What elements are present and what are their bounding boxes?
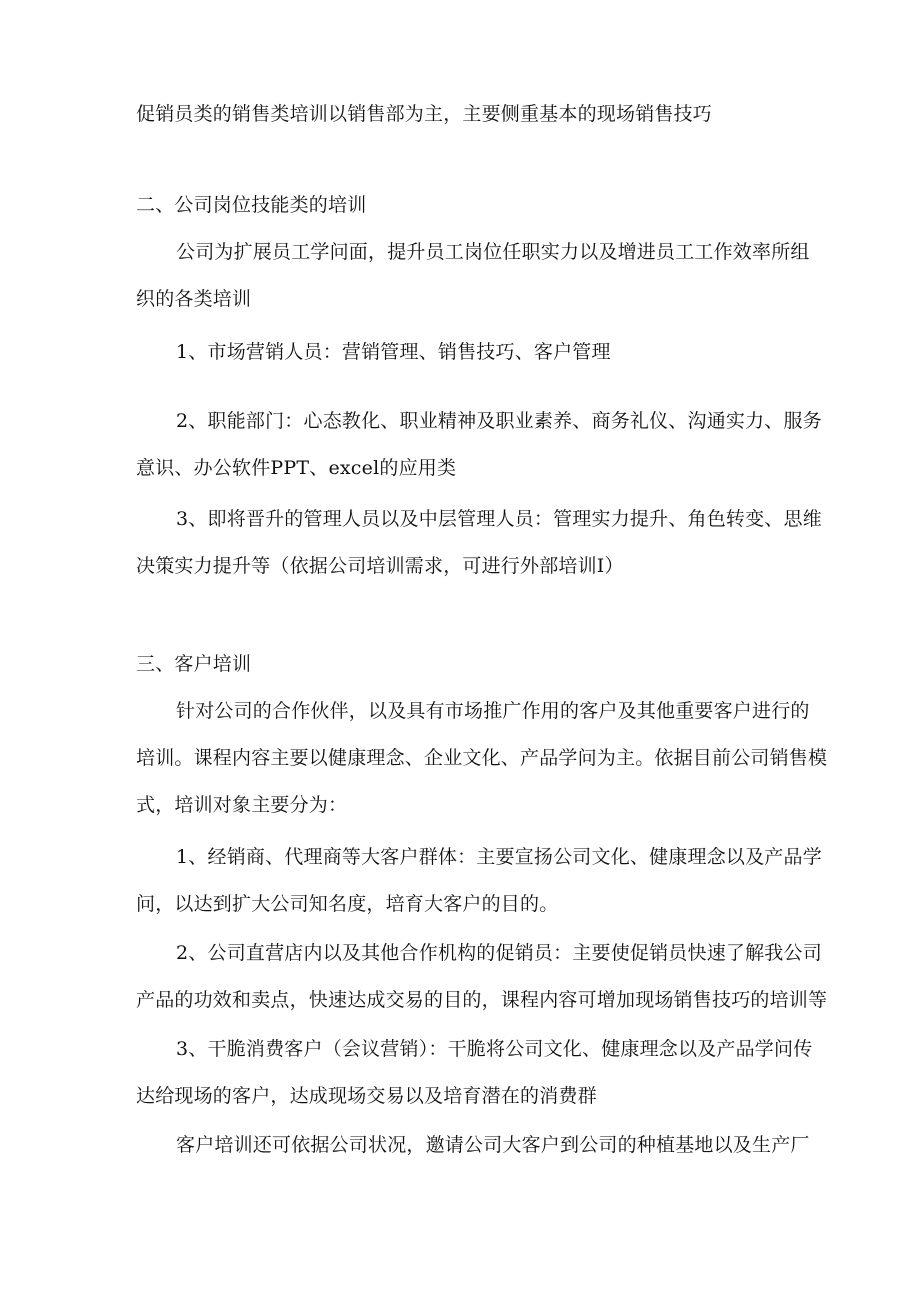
paragraph-line: 针对公司的合作伙伴，以及具有市场推广作用的客户及其他重要客户进行的 xyxy=(176,700,810,722)
list-item: 2、职能部门：心态教化、职业精神及职业素养、商务礼仪、沟通实力、服务 xyxy=(176,410,822,432)
list-item: 1、市场营销人员：营销管理、销售技巧、客户管理 xyxy=(176,341,611,363)
paragraph-line: 产品的功效和卖点，快速达成交易的目的，课程内容可增加现场销售技巧的培训等 xyxy=(136,989,828,1011)
list-item: 3、干脆消费客户（会议营销）：干脆将公司文化、健康理念以及产品学问传 xyxy=(176,1038,813,1060)
section-heading: 二、公司岗位技能类的培训 xyxy=(136,194,367,216)
paragraph-line: 客户培训还可依据公司状况，邀请公司大客户到公司的种植基地以及生产厂 xyxy=(176,1134,810,1156)
paragraph-line: 问，以达到扩大公司知名度，培育大客户的目的。 xyxy=(136,893,559,915)
paragraph-line: 培训。课程内容主要以健康理念、企业文化、产品学问为主。依据目前公司销售模 xyxy=(136,747,828,769)
list-item: 3、即将晋升的管理人员以及中层管理人员：管理实力提升、角色转变、思维 xyxy=(176,508,822,530)
paragraph-line: 决策实力提升等（依据公司培训需求，可进行外部培训I） xyxy=(136,555,624,577)
section-heading: 三、客户培训 xyxy=(136,653,252,675)
paragraph-line: 式，培训对象主要分为： xyxy=(136,794,348,816)
list-item: 2、公司直营店内以及其他合作机构的促销员：主要使促销员快速了解我公司 xyxy=(176,942,822,964)
paragraph-line: 意识、办公软件PPT、excel的应用类 xyxy=(136,457,457,479)
paragraph-line: 达给现场的客户，达成现场交易以及培育潜在的消费群 xyxy=(136,1085,597,1107)
list-item: 1、经销商、代理商等大客户群体：主要宣扬公司文化、健康理念以及产品学 xyxy=(176,846,822,868)
paragraph-line: 织的各类培训 xyxy=(136,288,252,310)
paragraph-line: 促销员类的销售类培训以销售部为主，主要侧重基本的现场销售技巧 xyxy=(136,103,713,125)
paragraph-line: 公司为扩展员工学问面，提升员工岗位任职实力以及增进员工工作效率所组 xyxy=(176,241,810,263)
